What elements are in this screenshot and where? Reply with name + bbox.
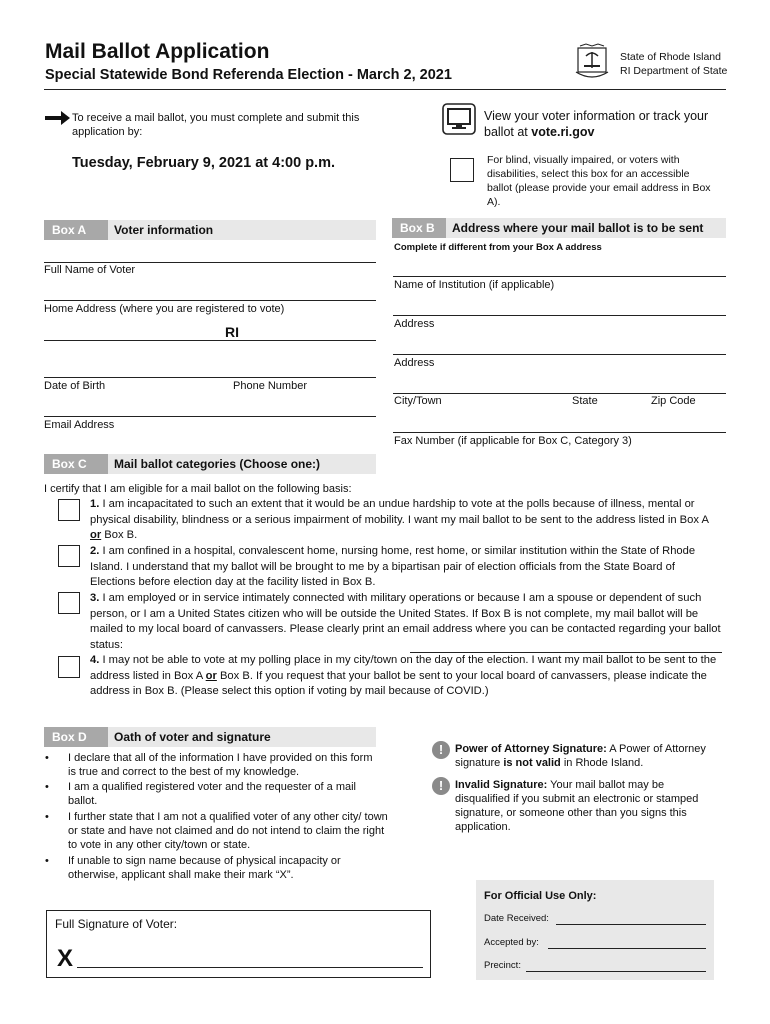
home-address-line-3[interactable] bbox=[44, 377, 376, 378]
box-a-label: Box A bbox=[44, 220, 108, 240]
header-rule bbox=[44, 89, 726, 90]
oath-item-4: If unable to sign name because of physical incapacity or otherwise, applicant shall make their mark “X”. bbox=[68, 855, 341, 881]
category-4-body: I may not be able to vote at my polling place in my city/town on the day of the election. I want my mail ballot to be sent to the address listed in Box A bbox=[90, 654, 717, 682]
oath-bullet: • bbox=[45, 752, 49, 764]
state-seal-icon bbox=[572, 42, 612, 82]
signature-label: Full Signature of Voter: bbox=[55, 917, 178, 931]
zip-label: Zip Code bbox=[651, 395, 696, 407]
category-1-or: or bbox=[90, 529, 102, 541]
full-name-label: Full Name of Voter bbox=[44, 264, 136, 276]
state-label: State bbox=[572, 395, 598, 407]
category-2-body: I am confined in a hospital, convalescent home, nursing home, rest home, or similar institution within the State of Rhode Island. I understand that my ballot will be brought to me by a bipartisan pair of election officials from the State Board of Elections before election day at the facility listed in Box B. bbox=[90, 545, 696, 588]
category-3-number: 3. bbox=[90, 592, 100, 604]
invalid-title: Invalid Signature: bbox=[455, 779, 548, 791]
certify-statement: I certify that I am eligible for a mail ballot on the following basis: bbox=[44, 483, 352, 495]
home-address-line-2[interactable] bbox=[44, 340, 376, 341]
date-received-label: Date Received: bbox=[484, 913, 549, 924]
accepted-by-label: Accepted by: bbox=[484, 937, 539, 948]
category-1-checkbox[interactable] bbox=[58, 499, 80, 521]
deadline-date: Tuesday, February 9, 2021 at 4:00 p.m. bbox=[72, 155, 335, 171]
precinct-label: Precinct: bbox=[484, 960, 521, 971]
exclamation-icon: ! bbox=[432, 741, 450, 759]
accessible-ballot-text: For blind, visually impaired, or voters with disabilities, select this box for an accessible ballot (please provide your email address in Box A). bbox=[487, 154, 711, 208]
box-d-title: Oath of voter and signature bbox=[108, 727, 376, 747]
category-2-text bbox=[90, 544, 722, 591]
address2-label: Address bbox=[394, 357, 435, 369]
date-received-field[interactable] bbox=[556, 924, 706, 925]
fax-field[interactable] bbox=[393, 432, 726, 433]
dob-phone-field[interactable] bbox=[44, 416, 376, 417]
category-3-body: I am employed or in service intimately connected with military operations or because I am a spouse or dependent of such person, or I am a United States citizen who will be outside the United States. If Box B is not complete, my mail ballot will be mailed to my local board of canvassers. Please clearly print an email address where you can be contacted regarding your ballot status: bbox=[90, 592, 721, 651]
signature-x-mark: X bbox=[57, 945, 74, 972]
deadline-instruction: To receive a mail ballot, you must complete and submit this application by: bbox=[72, 112, 360, 138]
oath-item-3: I further state that I am not a qualified voter of any other city/ town or state and have not claimed and do not intend to claim the right to vote in any other city/town or state. bbox=[68, 811, 388, 851]
category-4-number: 4. bbox=[90, 654, 100, 666]
poa-title: Power of Attorney Signature: bbox=[455, 743, 607, 755]
box-c-title: Mail ballot categories (Choose one:) bbox=[108, 454, 376, 474]
box-d-label: Box D bbox=[44, 727, 108, 747]
home-address-field[interactable] bbox=[44, 300, 376, 301]
category-1-number: 1. bbox=[90, 498, 100, 510]
invalid-text: Your mail ballot may be disqualified if you submit an electronic or stamped signature, or someone other than you signs this application. bbox=[455, 779, 699, 833]
box-b-title: Address where your mail ballot is to be sent bbox=[446, 218, 726, 238]
poa-text: A Power of Attorney signature bbox=[455, 743, 706, 769]
arrow-right-icon bbox=[45, 110, 71, 131]
category-4-or: or bbox=[205, 669, 217, 682]
city-label: City/Town bbox=[394, 395, 442, 407]
address2-field[interactable] bbox=[393, 354, 726, 355]
poa-bold: is not valid bbox=[503, 757, 561, 769]
invalid-signature-notice bbox=[455, 778, 720, 834]
box-c-label: Box C bbox=[44, 454, 108, 474]
precinct-field[interactable] bbox=[526, 971, 706, 972]
email-label: Email Address bbox=[44, 419, 115, 431]
oath-bullet: • bbox=[45, 855, 49, 867]
agency-line-1: State of Rhode Island bbox=[620, 51, 721, 63]
exclamation-icon: ! bbox=[432, 777, 450, 795]
category-1-text bbox=[90, 497, 722, 544]
oath-item-1: I declare that all of the information I have provided on this form is true and correct to the best of my knowledge. bbox=[68, 752, 373, 778]
category-2-checkbox[interactable] bbox=[58, 545, 80, 567]
category-1-end: Box B. bbox=[101, 529, 138, 541]
home-address-label: Home Address (where you are registered to vote) bbox=[44, 303, 285, 315]
fax-label: Fax Number (if applicable for Box C, Category 3) bbox=[394, 435, 632, 447]
box-b-label: Box B bbox=[392, 218, 446, 238]
vote-ri-gov-link[interactable]: vote.ri.gov bbox=[531, 125, 595, 139]
agency-line-2: RI Department of State bbox=[620, 65, 728, 77]
page-title: Mail Ballot Application bbox=[45, 40, 270, 63]
official-use-box bbox=[476, 880, 714, 980]
institution-label: Name of Institution (if applicable) bbox=[394, 279, 555, 291]
oath-bullet: • bbox=[45, 781, 49, 793]
state-prefill-ri: RI bbox=[225, 324, 239, 340]
oath-bullet: • bbox=[45, 811, 49, 823]
category-4-checkbox[interactable] bbox=[58, 656, 80, 678]
address1-label: Address bbox=[394, 318, 435, 330]
category-2-number: 2. bbox=[90, 545, 100, 557]
poa-text-end: in Rhode Island. bbox=[560, 757, 644, 769]
box-a-title: Voter information bbox=[108, 220, 376, 240]
power-of-attorney-notice bbox=[455, 742, 720, 770]
phone-label: Phone Number bbox=[233, 380, 307, 392]
election-subtitle: Special Statewide Bond Referenda Election - March 2, 2021 bbox=[45, 67, 452, 83]
category-3-text bbox=[90, 591, 722, 653]
oath-item-2: I am a qualified registered voter and the requester of a mail ballot. bbox=[68, 781, 356, 807]
track-ballot-label: View your voter information or track your ballot at bbox=[484, 109, 709, 139]
category-1-body: I am incapacitated to such an extent that it would be an undue hardship to vote at the polls because of illness, mental or physical disability, blindness or a serious impairment of mobility. I want my mail ballot to be sent to the address listed in Box A bbox=[90, 498, 709, 526]
track-ballot-text bbox=[484, 108, 724, 140]
box-b-note: Complete if different from your Box A address bbox=[394, 242, 602, 253]
signature-box[interactable] bbox=[46, 910, 431, 978]
address1-field[interactable] bbox=[393, 315, 726, 316]
category-3-checkbox[interactable] bbox=[58, 592, 80, 614]
accepted-by-field[interactable] bbox=[548, 948, 706, 949]
category-4-end: Box B. If you request that your ballot be sent to your local board of canvassers, please indicate the address in Box B. (Please select this option if voting by mail because of COVID.) bbox=[90, 669, 707, 697]
category-4-text bbox=[90, 653, 722, 700]
institution-field[interactable] bbox=[393, 276, 726, 277]
dob-label: Date of Birth bbox=[44, 380, 106, 392]
signature-line bbox=[77, 967, 423, 968]
monitor-icon bbox=[442, 103, 476, 140]
official-use-title: For Official Use Only: bbox=[484, 890, 597, 902]
accessible-ballot-checkbox[interactable] bbox=[450, 158, 474, 182]
